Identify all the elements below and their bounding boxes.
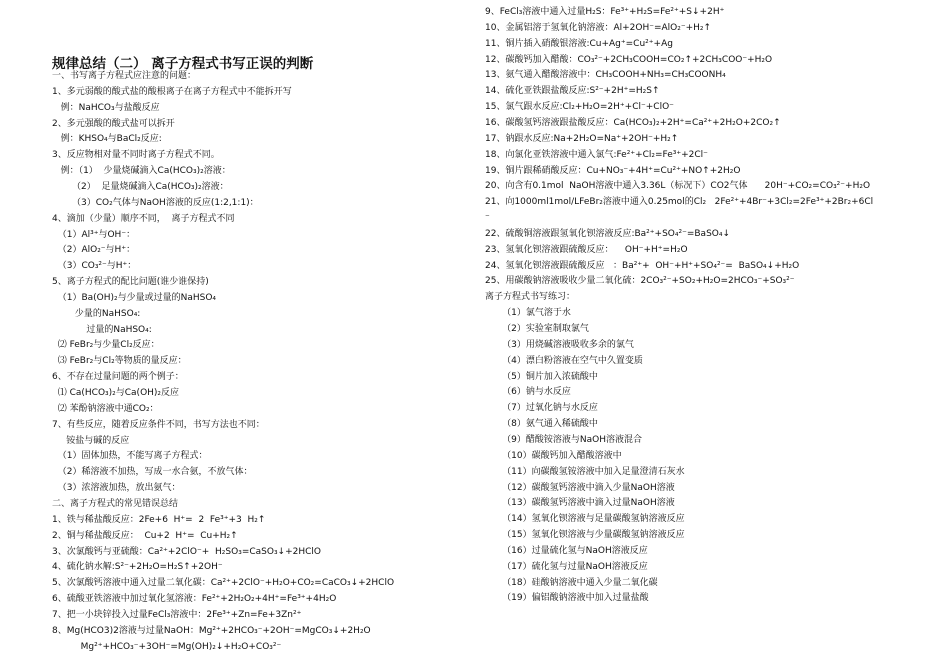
right-line: 23、氢氧化钡溶液跟硫酸反应： OH⁻+H⁺=H₂O [485, 244, 688, 255]
right-line: （16）过量硫化氢与NaOH溶液反应 [485, 545, 648, 556]
right-line: （6）钠与水反应 [485, 387, 571, 398]
right-line: 11、铜片插入硝酸银溶液:Cu+Ag⁺=Cu²⁺+Ag [485, 38, 673, 49]
left-line: 铵盐与碱的反应 [52, 435, 130, 446]
left-line: 2、多元强酸的酸式盐可以拆开 [52, 118, 175, 129]
right-line: （8）氨气通入稀硫酸中 [485, 419, 598, 430]
right-line: 20、向含有0.1mol NaOH溶液中通入3.36L（标况下）CO2气体 20H⁻+CO₂=CO₃²⁻+H₂O [485, 181, 871, 192]
right-line: （11）向碳酸氢铵溶液中加入足量澄清石灰水 [485, 466, 685, 477]
left-line: 二、离子方程式的常见错误总结 [52, 498, 179, 509]
right-line: 15、氯气跟水反应:Cl₂+H₂O=2H⁺+Cl⁻+ClO⁻ [485, 102, 674, 113]
left-line: （3）浓溶液加热，放出氨气： [52, 483, 181, 494]
right-line: 25、用碳酸钠溶液吸收少量二氧化硫：2CO₃²⁻+SO₂+H₂O=2HCO₃⁻+SO₃²⁻ [485, 276, 795, 287]
right-line: 21、向1000ml1mol/LFeBr₂溶液中通入0.25mol的Cl₂ 2Fe²⁺+4Br⁻+3Cl₂=2Fe³⁺+2Br₂+6Cl [485, 197, 874, 208]
left-line: （1）Ba(OH)₂与少量或过量的NaHSO₄ [52, 292, 217, 303]
left-line: （2）稀溶液不加热，写成一水合氨，不放气体： [52, 467, 253, 478]
left-line: 3、反应物相对量不同时离子方程式不同。 [52, 150, 220, 161]
left-line: Mg²⁺+HCO₃⁻+3OH⁻=Mg(OH)₂↓+H₂O+CO₃²⁻ [52, 641, 282, 652]
right-line: （15）氢氧化钡溶液与少量碳酸氢钠溶液反应 [485, 530, 685, 541]
left-line: 例：NaHCO₃与盐酸反应 [52, 102, 160, 113]
right-line: ⁻ [485, 213, 490, 224]
left-line: 7、有些反应，随着反应条件不同，书写方法也不同： [52, 419, 265, 430]
right-line: 19、铜片跟稀硝酸反应：Cu+NO₃⁻+4H⁺=Cu²⁺+NO↑+2H₂O [485, 165, 741, 176]
right-line: （2）实验室制取氯气 [485, 324, 589, 334]
right-line: 16、碳酸氢钙溶液跟盐酸反应：Ca(HCO₃)₂+2H⁺=Ca²⁺+2H₂O+2CO₂↑ [485, 117, 781, 128]
left-line: （2）AlO₂⁻与H⁺： [52, 245, 136, 256]
left-line: 2、铜与稀盐酸反应： Cu+2 H⁺= Cu+H₂↑ [52, 530, 238, 541]
right-line: （12）碳酸氢钙溶液中滴入少量NaOH溶液 [485, 482, 675, 493]
right-line: （1）氯气溶于水 [485, 308, 571, 319]
left-line: 1、铁与稀盐酸反应：2Fe+6 H⁺= 2 Fe³⁺+3 H₂↑ [52, 514, 266, 525]
right-line: 14、硫化亚铁跟盐酸反应:S²⁻+2H⁺=H₂S↑ [485, 86, 660, 97]
right-line: 18、向氯化亚铁溶液中通入氯气:Fe²⁺+Cl₂=Fe³⁺+2Cl⁻ [485, 149, 708, 160]
right-line: （3）用烧碱溶液吸收多余的氯气 [485, 339, 634, 350]
right-line: （17）硫化氢与过量NaOH溶液反应 [485, 561, 648, 572]
page-title: 规律总结（二） 离子方程式书写正误的判断 [52, 56, 314, 72]
left-line: （3）CO₃²⁻与H⁺： [52, 261, 137, 272]
left-line: 5、离子方程式的配比问题(谁少谁保持) [52, 277, 209, 288]
left-line: ⑵ FeBr₂与少量Cl₂反应： [52, 340, 160, 351]
right-line: （4）漂白粉溶液在空气中久置变质 [485, 355, 643, 366]
left-line: （3）CO₂气体与NaOH溶液的反应(1:2,1:1)： [52, 197, 259, 208]
right-line: （10）碳酸钙加入醋酸溶液中 [485, 450, 622, 461]
left-line: 8、Mg(HCO3)2溶液与过量NaOH：Mg²⁺+2HCO₃⁻+2OH⁻=MgCO₃↓+2H₂O [52, 625, 371, 636]
left-line: ⑵ 苯酚钠溶液中通CO₂： [52, 403, 159, 414]
right-line: （9）醋酸铵溶液与NaOH溶液混合 [485, 434, 642, 445]
left-line: ⑶ FeBr₂与Cl₂等物质的量反应： [52, 356, 187, 367]
right-line: （19）偏铝酸钠溶液中加入过量盐酸 [485, 593, 649, 604]
right-line: 10、金属铝溶于氢氧化钠溶液：Al+2OH⁻=AlO₂⁻+H₂↑ [485, 22, 712, 33]
right-line: （18）硅酸钠溶液中通入少量二氧化碳 [485, 577, 658, 588]
right-line: （14）氢氧化钡溶液与足量碳酸氢钠溶液反应 [485, 514, 685, 525]
right-line: 22、硫酸铜溶液跟氢氧化钡溶液反应:Ba²⁺+SO₄²⁻=BaSO₄↓ [485, 228, 731, 239]
left-line: 4、硫化钠水解:S²⁻+2H₂O=H₂S↑+2OH⁻ [52, 562, 223, 573]
right-line: （13）碳酸氢钙溶液中滴入过量NaOH溶液 [485, 498, 675, 509]
right-line: 13、氨气通入醋酸溶液中：CH₃COOH+NH₃=CH₃COONH₄ [485, 70, 726, 81]
left-line: ⑴ Ca(HCO₃)₂与Ca(OH)₂反应 [52, 388, 180, 398]
right-line: 9、FeCl₃溶液中通入过量H₂S：Fe³⁺+H₂S=Fe²⁺+S↓+2H⁺ [485, 7, 725, 17]
left-line: 例：KHSO₄与BaCl₂反应: [52, 134, 162, 145]
right-line: （7）过氧化钠与水反应 [485, 403, 598, 414]
left-line: 6、不存在过量问题的两个例子： [52, 372, 184, 383]
left-line: 4、滴加（少量）顺序不同， 离子方程式不同 [52, 213, 235, 224]
left-line: 7、把一小块锌投入过量FeCl₃溶液中：2Fe³⁺+Zn=Fe+3Zn²⁺ [52, 609, 302, 620]
right-line: 17、钠跟水反应:Na+2H₂O=Na⁺+2OH⁻+H₂↑ [485, 133, 679, 144]
left-line: （2） 足量烧碱滴入Ca(HCO₃)₂溶液： [52, 181, 229, 192]
left-line: 一、书写离子方程式应注意的问题： [52, 71, 197, 81]
right-line: 离子方程式书写练习： [485, 292, 576, 303]
right-line: （5）铜片加入浓硫酸中 [485, 371, 598, 382]
left-line: 5、次氯酸钙溶液中通入过量二氧化碳：Ca²⁺+2ClO⁻+H₂O+CO₂=CaCO₃↓+2HClO [52, 578, 395, 589]
left-line: 例：（1） 少量烧碱滴入Ca(HCO₃)₂溶液： [52, 166, 231, 177]
left-line: 6、硫酸亚铁溶液中加过氧化氢溶液：Fe²⁺+2H₂O₂+4H⁺=Fe³⁺+4H₂O [52, 594, 337, 605]
right-line: 12、碳酸钙加入醋酸：CO₃²⁻+2CH₃COOH=CO₂↑+2CH₃COO⁻+H₂O [485, 54, 773, 65]
left-line: 1、多元弱酸的酸式盐的酸根离子在离子方程式中不能拆开写 [52, 86, 292, 97]
left-line: 过量的NaHSO₄: [52, 324, 152, 335]
right-line: 24、氢氧化钡溶液跟硫酸反应 ：Ba²⁺+ OH⁻+H⁺+SO₄²⁻= BaSO₄↓+H₂O [485, 260, 800, 271]
left-line: （1）固体加热，不能写离子方程式： [52, 451, 208, 462]
left-line: （1）Al³⁺与OH⁻： [52, 229, 136, 240]
left-line: 少量的NaHSO₄: [52, 308, 141, 319]
left-line: 3、次氯酸钙与亚硫酸：Ca²⁺+2ClO⁻+ H₂SO₃=CaSO₃↓+2HClO [52, 546, 322, 557]
